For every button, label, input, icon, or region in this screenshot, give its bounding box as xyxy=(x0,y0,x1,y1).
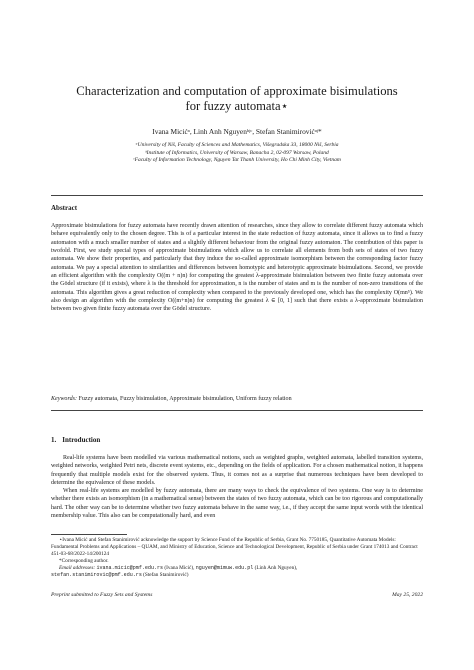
footnote-funding: ⋆Ivana Micić and Stefan Stanimirović acknowledge the support by Science Fund of the Republic of Serbia, Grant No. 7750185, Quantitative Automata Models: Fundamental Problems and Applications – QUAM, and Ministry of Education, Science and Technological Development, Republic of Serbia under Grant 174013 and Contract 451-03-68/2022-14/200124 xyxy=(51,537,418,558)
email-owner-2: (Linh Anh Nguyen), xyxy=(253,565,298,572)
footnote-rule xyxy=(51,534,127,535)
title-line-2: for fuzzy automata⋆ xyxy=(185,99,289,113)
introduction-body xyxy=(51,454,423,520)
footer-preprint-note: Preprint submitted to Fuzzy Sets and Systems xyxy=(51,592,153,598)
section-number: 1. xyxy=(51,436,57,444)
affiliation-a: ᵃUniversity of Niš, Faculty of Sciences and Mathematics, Višegradska 33, 18000 Niš, Serbia xyxy=(135,142,339,148)
keywords-values: Fuzzy automata, Fuzzy bisimulation, Approximate bisimulation, Uniform fuzzy relation xyxy=(78,396,292,402)
title-line-1: Characterization and computation of approximate bisimulations xyxy=(76,84,398,98)
section-title: Introduction xyxy=(62,436,101,444)
page-footer xyxy=(51,592,423,598)
abstract-bottom-rule xyxy=(51,410,423,411)
keywords-label: Keywords: xyxy=(51,396,77,402)
footnote-corresponding: *Corresponding author. xyxy=(59,558,109,565)
affiliation-c: ᶜFaculty of Information Technology, Nguyen Tat Thanh University, Ho Chi Minh City, Vietnam xyxy=(133,157,341,164)
intro-paragraph-2: When real-life systems are modelled by fuzzy automata, there are many ways to check the equivalence of two systems. One way is to determine whether there exists an isomorphism (in a mathematical sense) between the states of two fuzzy automata, which can be too rigorous and computationally hard. The other way can be to determine whether two fuzzy automata behave in the same way, i.e., if they accept the same input words with the identical membership value. This also can be computationally hard, and even xyxy=(51,488,423,520)
abstract-body: Approximate bisimulations for fuzzy automata have recently drawn attention of researches, since they allow to correlate different fuzzy automata which behave equivalently only to the chosen degree. This is of a particular interest in the state reduction of fuzzy automata, since it allows us to find a fuzzy automaton with a much smaller number of states and a slightly different behaviour from the original fuzzy automaton. The contribution of this paper is twofold. First, we study special types of approximate bisimulations which allow us to correlate all elements from both sets of states of two fuzzy automata. We show their properties, and particularly that they induce the so-called approximate isomorphism between the corresponding factor fuzzy automata. We pay a special attention to similarities and differences between homotypic and heterotypic approximate bisimulations. Second, we provide an efficient algorithm with the complexity O((m + n)n) for computing the greatest λ-approximate bisimulation between two finite fuzzy automata over the Gödel structure (if it exists), where λ is the threshold for approximation, n is the number of states and m is the number of non-zero transitions of the automata. This algorithm gives a great reduction of complexity when compared to the previously developed one, which has the complexity O(mn⁵). We also design an algorithm with the complexity O((m+n)n) for computing the greatest λ ∈ [0, 1] such that there exists a λ-approximate bisimulation between two given finite fuzzy automata over the Gödel structure. xyxy=(51,223,423,313)
email-link-2[interactable]: nguyen@mimuw.edu.pl xyxy=(195,565,254,572)
abstract-top-rule xyxy=(51,195,423,196)
intro-paragraph-1: Real-life systems have been modelled via various mathematical notions, such as weighted graphs, weighted automata, labelled transition systems, weighted networks, weighted Petri nets, discrete event systems, etc., depending on the fields of application. For a chosen mathematical notion, it happens frequently that multiple models exist for the observed system. Thus, it comes not as a surprise that numerous techniques have been developed to determine the equivalence of these models. xyxy=(51,455,423,486)
affiliation-list xyxy=(40,142,434,165)
footer-date: May 25, 2022 xyxy=(392,592,423,598)
paper-title xyxy=(40,84,434,114)
email-link-1[interactable]: ivana.micic@pmf.edu.rs xyxy=(96,565,164,572)
email-owner-1: (Ivana Micić), xyxy=(163,565,196,572)
email-link-3[interactable]: stefan.stanimirovic@pmf.edu.rs xyxy=(51,572,142,579)
footnote-emails-cont xyxy=(51,572,423,579)
email-label: Email addresses: xyxy=(59,565,96,572)
abstract-heading: Abstract xyxy=(51,204,78,212)
affiliation-b: ᵇInstitute of Informatics, University of Warsaw, Banacha 2, 02-097 Warsaw, Poland xyxy=(145,149,329,156)
footnotes xyxy=(51,537,423,579)
author-list: Ivana Micićᵃ, Linh Anh Nguyenᵇʲᶜ, Stefan Stanimirovićᵃʲ* xyxy=(152,127,322,136)
section-heading-introduction xyxy=(51,436,106,444)
email-owner-3: (Stefan Stanimirović) xyxy=(141,572,189,579)
keywords-line xyxy=(51,395,423,403)
